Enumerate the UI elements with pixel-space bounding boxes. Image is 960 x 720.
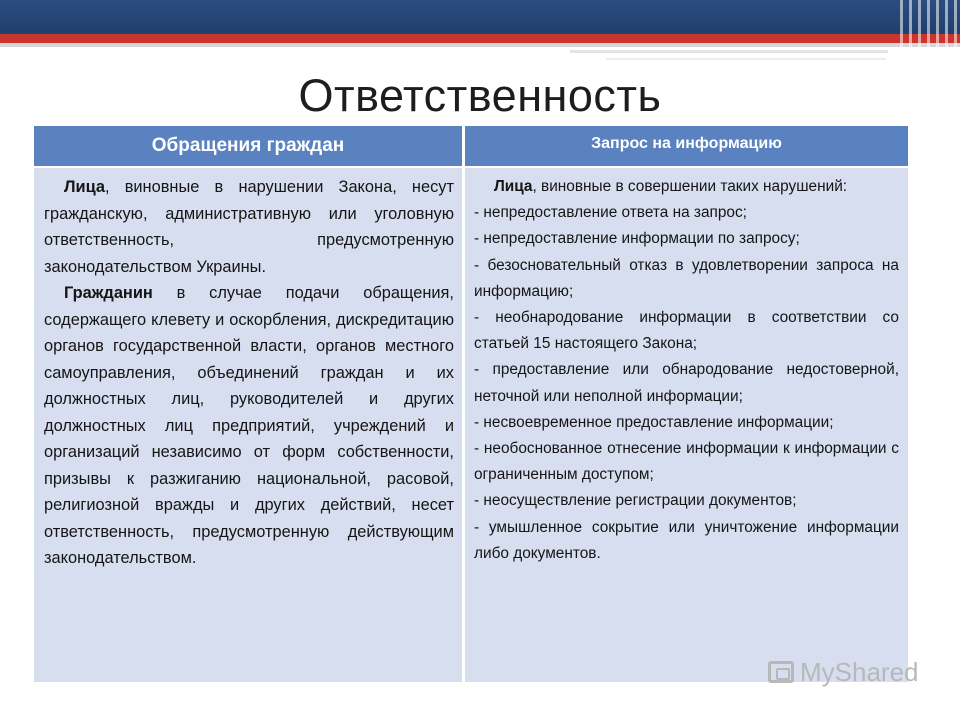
slide-title: Ответственность [298, 70, 662, 121]
violation-item: - несвоевременное предоставление информации; [474, 413, 834, 431]
violation-item: - умышленное сокрытие или уничтожение информации либо документов. [474, 518, 899, 562]
left-p2-text: в случае подачи обращения, содержащего клевету и оскорбления, дискредитацию органов государственной власти, органов местного самоуправления, объединений граждан и их должностных лиц, руководителей и других должностных лиц предприятий, учреждений и организаций независимо от форм собственности, призывы к разжиганию национальной, расовой, религиозной вражды и других действий, несет ответственность, предусмотренную действующим законодательством. [44, 284, 454, 567]
violation-item: - непредоставление информации по запросу; [474, 230, 800, 248]
violation-item: - предоставление или обнародование недостоверной, неточной или неполной информации; [474, 361, 899, 405]
decor-line [606, 58, 886, 60]
right-intro [474, 174, 899, 200]
myshared-watermark [768, 654, 919, 690]
header-citizen-appeals: Обращения граждан [34, 126, 462, 166]
violation-item: - неосуществление регистрации документов; [474, 492, 797, 510]
cell-information-request [465, 168, 908, 682]
myshared-logo-icon [768, 661, 794, 683]
cell-citizen-appeals [34, 168, 462, 682]
violation-item: - необнародование информации в соответствии со статьей 15 настоящего Закона; [474, 309, 899, 353]
comparison-table [34, 126, 908, 682]
right-intro-bold: Лица [494, 178, 533, 195]
header-information-request: Запрос на информацию [465, 126, 908, 166]
top-grey-stripe [0, 43, 960, 47]
violation-item: - безосновательный отказ в удовлетворении запроса на информацию; [474, 256, 899, 300]
violation-item: - непредоставление ответа на запрос; [474, 204, 747, 222]
left-p2-bold: Гражданин [64, 284, 153, 302]
left-p1-text: , виновные в нарушении Закона, несут гражданскую, административную или уголовную ответственность, предусмотренную законодательством Украины. [44, 178, 454, 276]
left-paragraph-2 [44, 280, 454, 572]
violation-item: - необоснованное отнесение информации к информации с ограниченным доступом; [474, 440, 899, 484]
top-accent-stripe [0, 34, 960, 43]
left-p1-bold: Лица [64, 178, 105, 196]
decor-line [570, 50, 888, 53]
left-paragraph-1 [44, 174, 454, 280]
watermark-text: MyShared [800, 656, 919, 687]
corner-stripes-decor [900, 0, 960, 60]
top-decor-bar [0, 0, 960, 34]
right-intro-text: , виновные в совершении таких нарушений: [532, 178, 848, 195]
